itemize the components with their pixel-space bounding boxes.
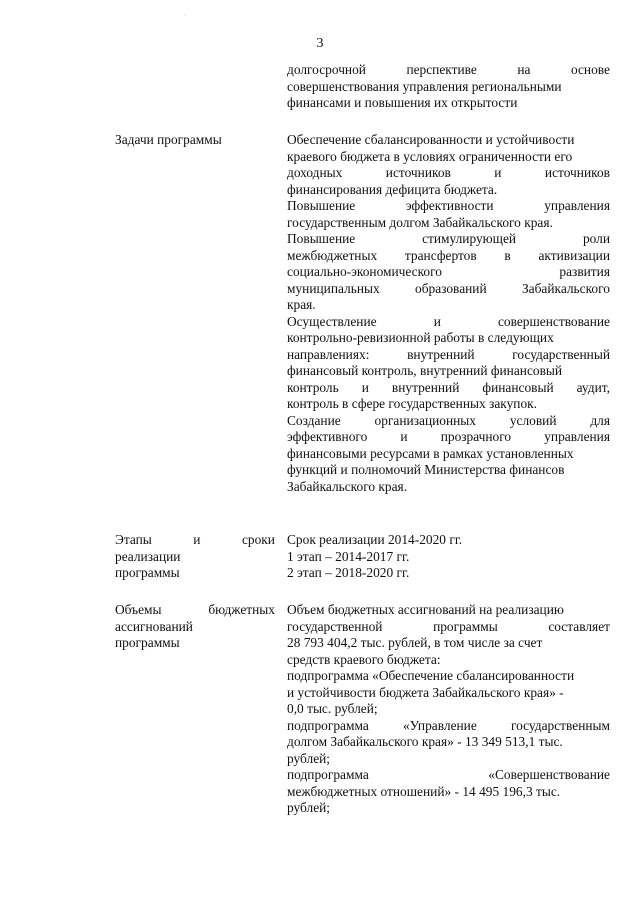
- text-segment: программы: [115, 565, 180, 580]
- text-segment: финансирования дефицита бюджета.: [287, 181, 498, 197]
- text-line: [115, 602, 275, 619]
- text-line: [287, 314, 610, 331]
- text-line: [287, 363, 610, 380]
- text-segment: основе: [570, 62, 610, 77]
- text-line: [115, 565, 275, 582]
- text-line: [287, 413, 610, 430]
- text-segment: внутренний: [407, 346, 475, 362]
- text-segment: прозрачного: [440, 429, 512, 444]
- text-line: [287, 231, 610, 248]
- text-line: [287, 95, 610, 112]
- text-segment: доходных: [287, 165, 343, 180]
- text-line: [287, 635, 610, 652]
- text-segment: краевого бюджета в условиях ограниченности его: [287, 148, 573, 164]
- text-segment: и: [494, 165, 502, 180]
- text-line: [287, 297, 610, 314]
- text-segment: совершенствование: [497, 313, 610, 329]
- text-segment: подпрограмма: [287, 717, 369, 733]
- text-segment: функций и полномочий Министерства финансов: [287, 462, 565, 477]
- text-segment: программы: [433, 618, 498, 634]
- text-line: [115, 635, 275, 652]
- text-segment: аудит,: [576, 379, 610, 395]
- text-segment: финансовый: [482, 379, 554, 395]
- text-line: [287, 565, 610, 582]
- text-segment: Объем бюджетных ассигнований на реализацию: [287, 602, 564, 617]
- text-segment: и: [361, 379, 369, 395]
- text-segment: программы: [115, 635, 180, 650]
- section-text: [287, 132, 610, 495]
- text-line: [287, 532, 610, 549]
- text-segment: Объемы: [115, 602, 162, 617]
- text-line: [287, 79, 610, 96]
- text-segment: финансовый контроль, внутренний финансовый: [287, 363, 563, 378]
- text-segment: контроль в сфере государственных закупок.: [287, 396, 538, 411]
- text-segment: стимулирующей: [422, 231, 517, 246]
- text-segment: государственный: [512, 346, 610, 362]
- text-segment: Повышение: [287, 198, 356, 213]
- text-segment: рублей;: [287, 750, 331, 766]
- text-segment: для: [590, 412, 610, 428]
- text-line: [287, 132, 610, 149]
- text-line: [287, 652, 610, 669]
- text-segment: ассигнований: [115, 618, 193, 634]
- text-line: [287, 165, 610, 182]
- intro-text: [287, 62, 610, 112]
- text-segment: управления: [544, 198, 610, 213]
- text-line: [287, 619, 610, 636]
- text-line: [287, 767, 610, 784]
- text-segment: 28 793 404,2 тыс. рублей, в том числе за счет: [287, 635, 543, 650]
- text-line: [287, 248, 610, 265]
- section-text: [287, 602, 610, 817]
- text-segment: Обеспечение сбалансированности и устойчивости: [287, 132, 575, 147]
- section-text: [287, 532, 610, 582]
- text-line: [287, 734, 610, 751]
- text-segment: Осуществление: [287, 313, 377, 329]
- scan-mark: ·: [184, 13, 186, 19]
- text-segment: условий: [509, 412, 557, 428]
- text-segment: развития: [559, 264, 610, 279]
- text-segment: образований: [415, 280, 487, 296]
- text-line: [115, 619, 275, 636]
- text-segment: рублей;: [287, 800, 331, 815]
- text-segment: межбюджетных: [287, 247, 378, 263]
- text-segment: и: [433, 313, 441, 329]
- text-segment: трансфертов: [404, 247, 477, 263]
- text-segment: 0,0 тыс. рублей;: [287, 701, 378, 716]
- text-segment: государственным долгом Забайкальского края.: [287, 214, 553, 230]
- text-segment: Забайкальского: [521, 280, 610, 296]
- text-line: [287, 479, 610, 496]
- text-line: [287, 215, 610, 232]
- text-segment: Забайкальского края.: [287, 478, 408, 494]
- text-segment: Этапы: [115, 532, 152, 547]
- text-segment: долгом Забайкальского края» - 13 349 513,1 тыс.: [287, 734, 563, 749]
- text-segment: внутренний: [391, 379, 460, 395]
- text-segment: «Управление: [402, 717, 477, 733]
- text-segment: эффективности: [405, 198, 494, 213]
- text-segment: финансами и повышения их открытости: [287, 95, 518, 110]
- text-line: [287, 182, 610, 199]
- text-segment: направлениях:: [287, 346, 370, 362]
- text-line: [287, 668, 610, 685]
- text-segment: роли: [582, 231, 610, 246]
- text-line: [287, 396, 610, 413]
- text-segment: управления: [544, 429, 610, 444]
- text-segment: совершенствования управления региональными: [287, 78, 562, 94]
- text-segment: 2 этап – 2018-2020 гг.: [287, 565, 410, 580]
- text-line: [287, 347, 610, 364]
- text-segment: финансовыми ресурсами в рамках установленных: [287, 445, 574, 461]
- text-segment: сроки: [241, 532, 275, 547]
- text-line: [287, 149, 610, 166]
- text-line: [287, 330, 610, 347]
- section-label: [115, 532, 275, 582]
- text-line: [287, 718, 610, 735]
- text-segment: составляет: [548, 618, 610, 634]
- text-segment: и: [400, 429, 408, 444]
- text-line: [115, 532, 275, 549]
- text-line: [287, 800, 610, 817]
- text-segment: государственной: [287, 618, 383, 634]
- text-segment: долгосрочной: [287, 62, 366, 77]
- text-line: [115, 132, 275, 149]
- text-line: [115, 549, 275, 566]
- text-segment: 1 этап – 2014-2017 гг.: [287, 548, 410, 564]
- text-line: [287, 380, 610, 397]
- text-segment: подпрограмма «Обеспечение сбалансированности: [287, 668, 575, 683]
- text-segment: Срок реализации 2014-2020 гг.: [287, 532, 463, 547]
- text-segment: средств краевого бюджета:: [287, 651, 441, 667]
- text-line: [287, 281, 610, 298]
- text-segment: реализации: [115, 548, 181, 564]
- text-segment: Создание: [287, 412, 341, 428]
- text-segment: источников: [385, 165, 451, 180]
- text-segment: муниципальных: [287, 280, 380, 296]
- section-label: [115, 132, 275, 149]
- text-segment: социально-экономического: [287, 264, 442, 279]
- text-segment: бюджетных: [208, 602, 275, 617]
- page-number: 3: [316, 36, 324, 51]
- text-segment: Повышение: [287, 231, 356, 246]
- text-segment: в: [504, 247, 511, 263]
- text-segment: на: [517, 62, 531, 77]
- text-segment: межбюджетных отношений» - 14 495 196,3 тыс.: [287, 783, 561, 799]
- section-label: [115, 602, 275, 652]
- text-line: [287, 446, 610, 463]
- text-line: [287, 751, 610, 768]
- text-line: [287, 264, 610, 281]
- text-line: [287, 685, 610, 702]
- text-segment: контрольно-ревизионной работы в следующих: [287, 330, 554, 345]
- text-line: [287, 198, 610, 215]
- text-line: [287, 429, 610, 446]
- text-segment: организационных: [374, 412, 476, 428]
- text-segment: перспективе: [406, 62, 477, 77]
- text-segment: контроль: [287, 379, 339, 395]
- text-segment: государственным: [510, 717, 610, 733]
- text-segment: «Совершенствование: [488, 767, 610, 782]
- text-segment: и: [193, 532, 201, 547]
- text-segment: Задачи программы: [115, 132, 222, 147]
- text-line: [287, 784, 610, 801]
- text-segment: подпрограмма: [287, 767, 369, 782]
- text-segment: источников: [544, 165, 610, 180]
- text-line: [287, 549, 610, 566]
- text-segment: эффективного: [287, 429, 368, 444]
- text-line: [287, 462, 610, 479]
- text-segment: и устойчивости бюджета Забайкальского края» -: [287, 684, 564, 700]
- text-segment: края.: [287, 297, 316, 312]
- text-line: [287, 602, 610, 619]
- text-line: [287, 62, 610, 79]
- text-segment: активизации: [538, 247, 610, 263]
- text-line: [287, 701, 610, 718]
